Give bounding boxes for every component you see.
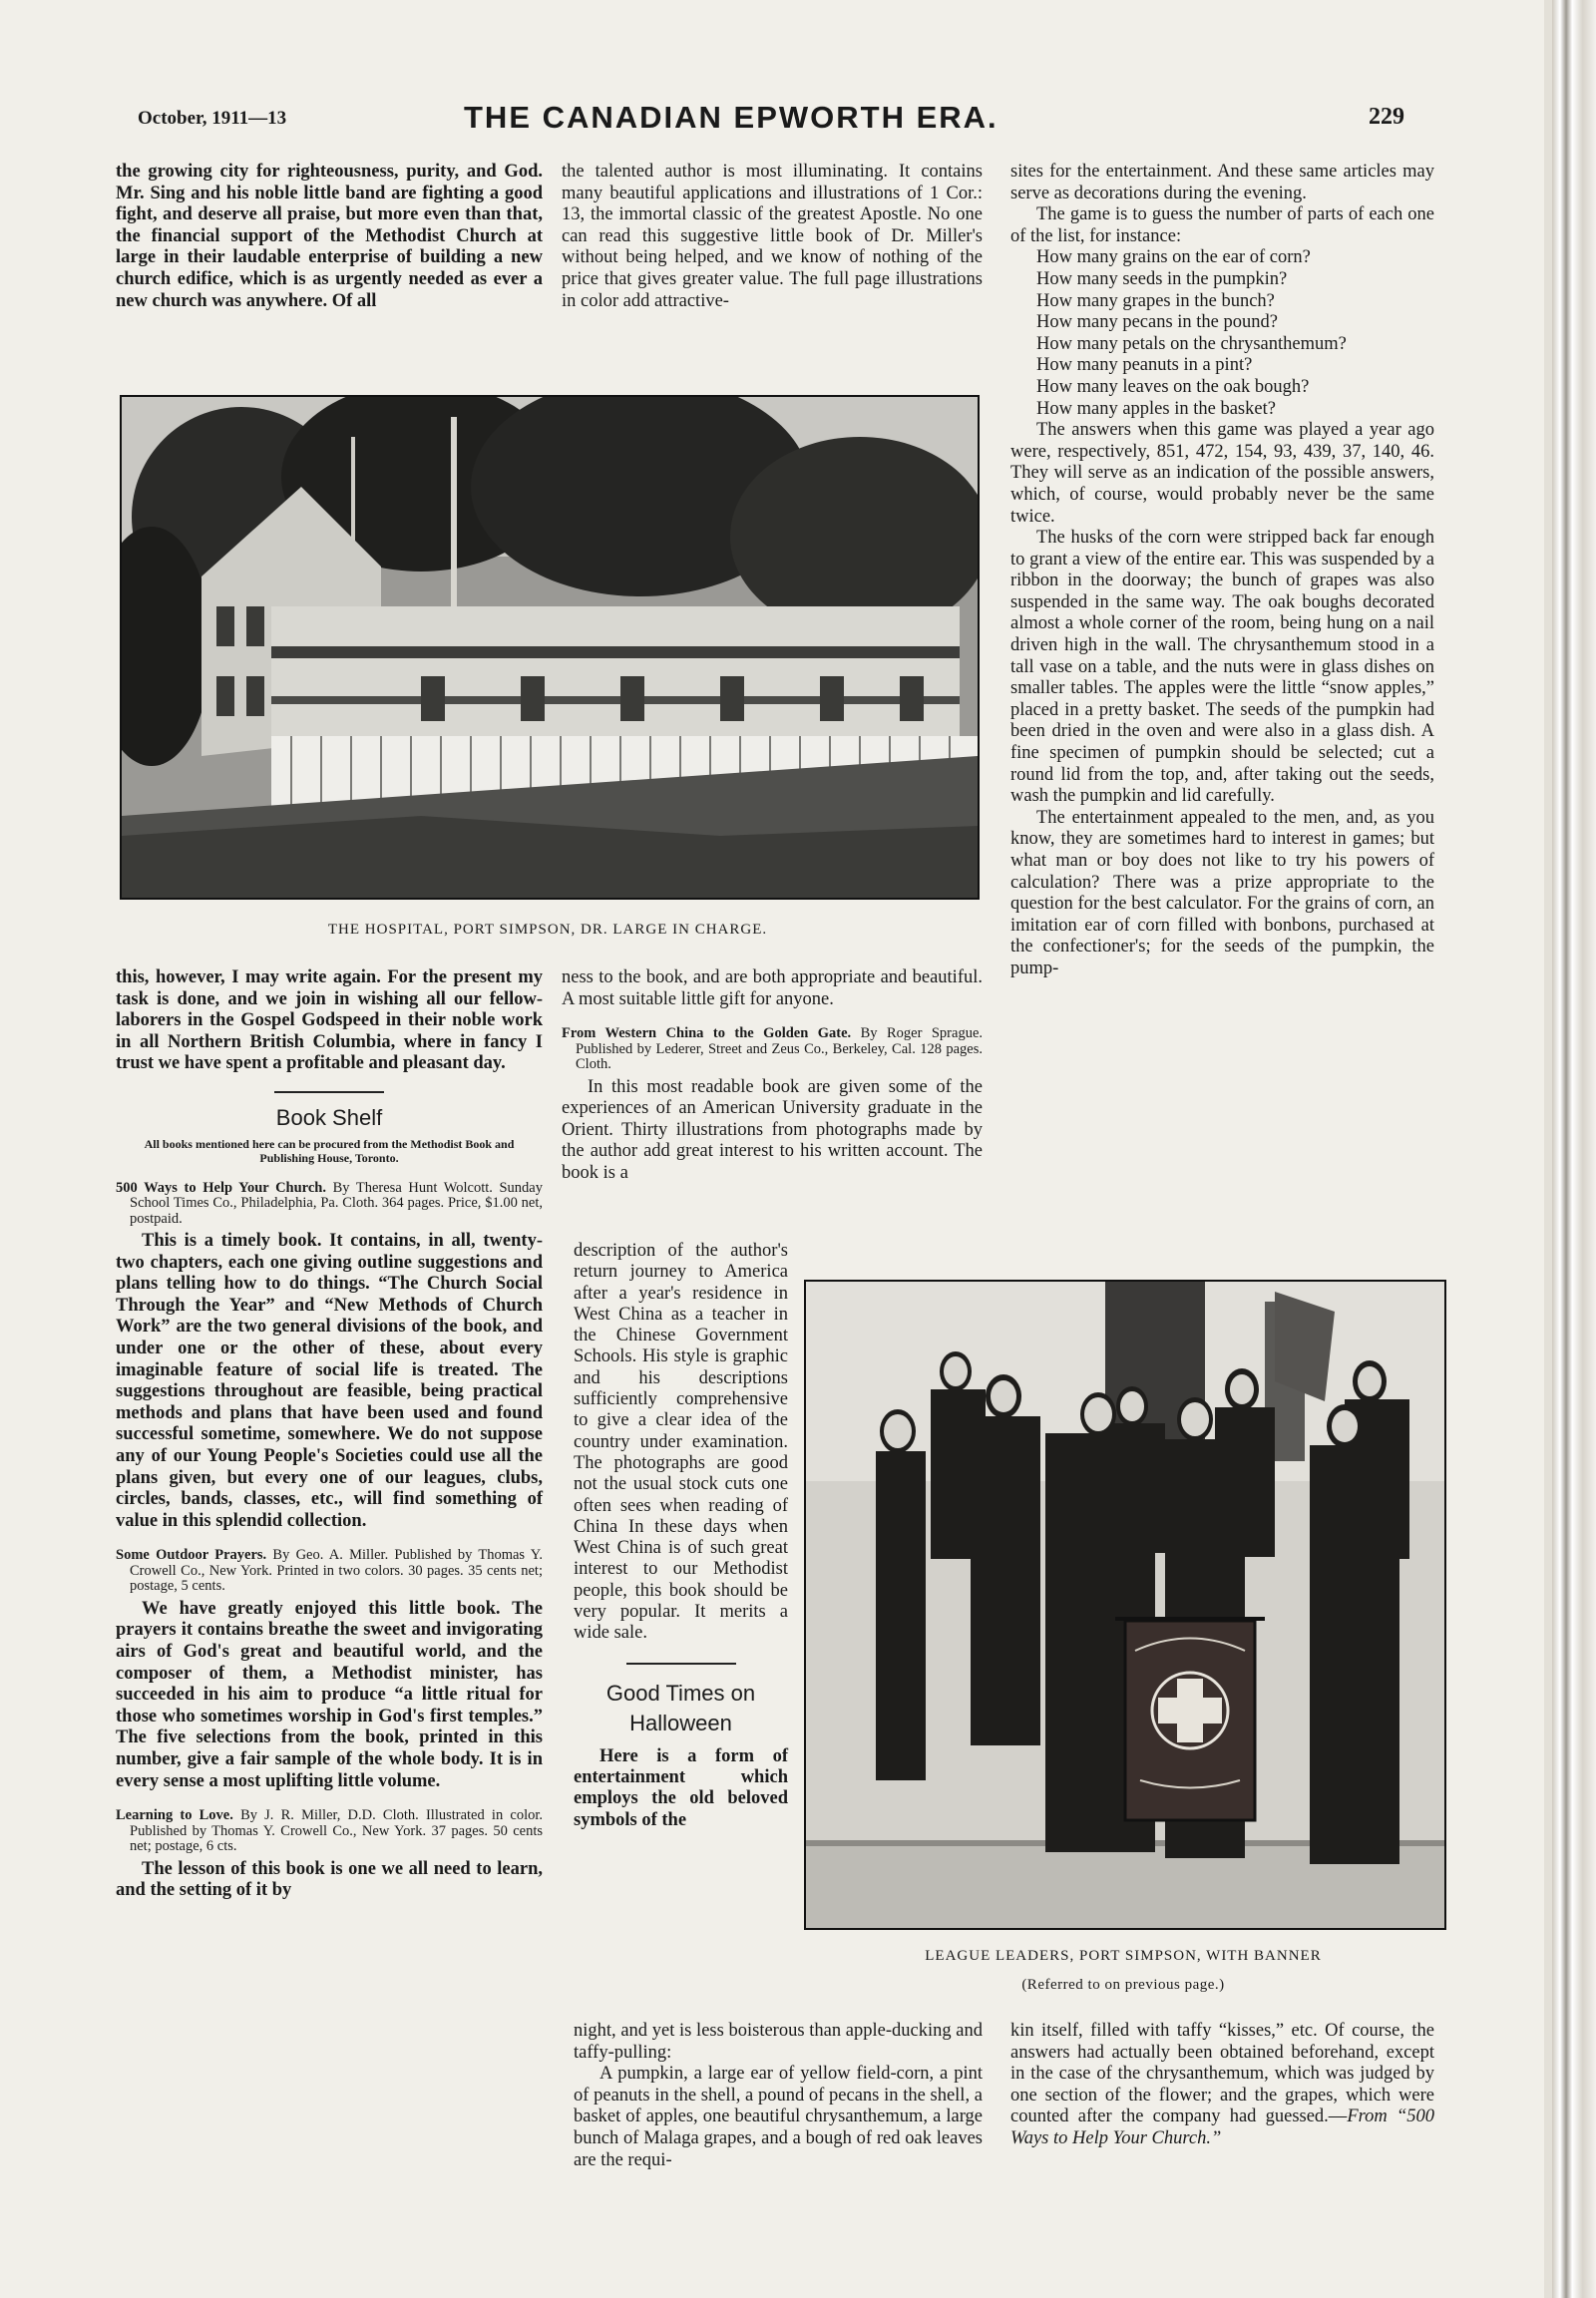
guess-question: How many apples in the basket? bbox=[1036, 398, 1276, 419]
book-listing-500-ways bbox=[116, 1181, 543, 1228]
page-number: 229 bbox=[1369, 104, 1404, 130]
halloween-paragraph: The husks of the corn were stripped back far enough to grant a view of the entire ear. This was suspended by a ribbon in the doorway; the bunch of grapes was also suspended in the same way. The oak boughs decorated almost a whole corner of the room, being hung on a nail driven high in the wall. The chrysanthemum stood in a tall vase on a table, and the nuts were in glass dishes on smaller tables. The apples were the little “snow apples,” placed in a pretty basket. The seeds of the pumpkin had been dried in the oven and were also in a glass dish. A fine specimen of pumpkin should be selected; cut a round lid from the top, and, after taking out the seeds, wash the pumpkin and lid carefully. bbox=[1010, 528, 1434, 807]
book-listing-outdoor-prayers bbox=[116, 1548, 543, 1595]
conclusion-text: kin itself, filled with taffy “kisses,” etc. Of course, the answers had actually been obtained beforehand, except in the case of the chrysanthemum, which was judged by one section of the flower; and the grapes, which were counted after the company had guessed.— bbox=[1010, 2021, 1434, 2127]
book-title: 500 Ways to Help Your Church. bbox=[116, 1179, 326, 1196]
book-review: In this most readable book are given some of the experiences of an American University graduate in the Orient. Thirty illustrations from photographs made by the author add great interest to his written account. The book is a bbox=[562, 1076, 983, 1184]
book-details: By Geo. A. Miller. Published by Thomas Y. Crowell Co., New York. Printed in two colors. 30 pages. 35 cents net; postage, 5 cents. bbox=[130, 1547, 544, 1595]
league-photo-subcaption: (Referred to on previous page.) bbox=[1021, 1977, 1225, 1993]
book-title: Some Outdoor Prayers. bbox=[116, 1547, 267, 1564]
guess-question: How many peanuts in a pint? bbox=[1036, 355, 1253, 376]
halloween-paragraph: The game is to guess the number of parts of each one of the list, for instance: bbox=[1010, 204, 1434, 246]
halloween-conclusion bbox=[1010, 2021, 1434, 2150]
hospital-photo-caption: THE HOSPITAL, PORT SIMPSON, DR. LARGE IN CHARGE. bbox=[327, 922, 768, 938]
book-details: By J. R. Miller, D.D. Cloth. Illustrated in color. Published by Thomas Y. Crowell Co., New York. 37 pages. 50 cents net; postage, 6 cts. bbox=[130, 1807, 543, 1855]
issue-date: October, 1911—13 bbox=[138, 108, 287, 129]
guess-question-list bbox=[1010, 247, 1434, 420]
column-1-top bbox=[116, 162, 543, 312]
column-3 bbox=[1010, 162, 1434, 980]
league-leaders-image bbox=[806, 1282, 1444, 1928]
section-divider bbox=[274, 1091, 384, 1093]
guess-question: How many seeds in the pumpkin? bbox=[1036, 268, 1288, 289]
page-edge bbox=[1544, 0, 1552, 2298]
column-1-bottom bbox=[116, 967, 543, 1902]
source-citation: From “500 Ways to Help Your Church.” bbox=[1010, 2106, 1434, 2148]
review-conclusion: ness to the book, and are both appropriate and beautiful. A most suitable little gift for anyone. bbox=[562, 967, 983, 1009]
halloween-paragraph: The entertainment appealed to the men, and, as you know, they are sometimes hard to interest in games; but what man or boy does not like to try his powers of calculation? There was a prize appropriate to the question for the best calculator. For the grains of corn, an imitation ear of corn filled with bonbons, purchased at the confectioner's; for the seeds of the pumpkin, the pump- bbox=[1010, 807, 1434, 978]
book-listing-learning-to-love bbox=[116, 1808, 543, 1855]
book-title: From Western China to the Golden Gate. bbox=[562, 1025, 852, 1042]
book-details: By Theresa Hunt Wolcott. Sunday School Times Co., Philadelphia, Pa. Cloth. 364 pages. Price, $1.00 net, postpaid. bbox=[130, 1179, 543, 1227]
epworth-banner bbox=[1115, 1619, 1265, 1820]
halloween-items: A pumpkin, a large ear of yellow field-corn, a pint of peanuts in the shell, a pound of pecans in the shell, a basket of apples, one beautiful chrysanthemum, a large bunch of Malaga grapes, and a bough of red oak leaves are the requi- bbox=[574, 2064, 983, 2170]
column-2-bottom bbox=[562, 967, 983, 1185]
article-conclusion: this, however, I may write again. For the present my task is done, and we join in wishing all our fellow-laborers in the Gospel Godspeed in their noble work in all Northern British Columbia, where in fancy I trust we have spent a profitable and pleasant day. bbox=[116, 967, 543, 1074]
halloween-intro-continued: night, and yet is less boisterous than apple-ducking and taffy-pulling: bbox=[574, 2021, 983, 2063]
book-shelf-heading: Book Shelf bbox=[275, 1104, 383, 1130]
review-continuation: the talented author is most illuminating. It contains many beautiful applications and illustrations of 1 Cor.: 13, the immortal classic of the greatest Apostle. No one can read this suggestive little book of Dr. Miller's without being helped, and we know of nothing of the price that gives greater value. The full page illustrations in color add attractive- bbox=[562, 162, 983, 311]
guess-question: How many pecans in the pound? bbox=[1036, 312, 1278, 333]
halloween-paragraph: The answers when this game was played a year ago were, respectively, 851, 472, 154, 93, 439, 37, 140, 46. They will serve as an indication of the possible answers, which, of course, would probably never be the same twice. bbox=[1010, 420, 1434, 527]
guess-question: How many leaves on the oak bough? bbox=[1036, 376, 1310, 397]
magazine-title: THE CANADIAN EPWORTH ERA. bbox=[464, 100, 998, 135]
halloween-paragraph: sites for the entertainment. And these same articles may serve as decorations during the evening. bbox=[1010, 162, 1434, 203]
league-leaders-photo bbox=[804, 1280, 1446, 1930]
book-review: We have greatly enjoyed this little book. The prayers it contains breathe the sweet and invigorating airs of God's great and beautiful world, and the composer of them, a Methodist minister, has succeeded in his aim to produce “a little ritual for those who sometimes worship in God's first temples.” The five selections from the book, printed in this number, give a fair sample of the whole body. It is in every sense a most uplifting little volume. bbox=[116, 1598, 543, 1791]
book-review: The lesson of this book is one we all need to learn, and the setting of it by bbox=[116, 1858, 543, 1901]
book-review: This is a timely book. It contains, in all, twenty-two chapters, each one giving outline suggestions and plans telling how to do things. “The Church Social Through the Year” and “New Methods of Church Work” are the two general divisions of the book, and under one or the other of these, about every imaginable feature of social life is treated. The suggestions throughout are feasible, being practical methods and plans that have been used and found successful sometime, somewhere. We do not suppose any of our Young People's Societies could use all the plans given, but every one of our leagues, clubs, circles, bands, classes, etc., will find something of value in this splendid collection. bbox=[116, 1231, 543, 1531]
column-3-lower bbox=[1010, 2021, 1434, 2150]
book-listing-western-china bbox=[562, 1026, 983, 1073]
halloween-intro: Here is a form of entertainment which employs the old beloved symbols of the bbox=[574, 1745, 788, 1830]
column-2-top bbox=[562, 162, 983, 312]
guess-question: How many grains on the ear of corn? bbox=[1036, 247, 1311, 268]
section-divider bbox=[626, 1663, 736, 1665]
guess-question: How many grapes in the bunch? bbox=[1036, 290, 1275, 311]
book-details: By Roger Sprague. Published by Lederer, Street and Zeus Co., Berkeley, Cal. 128 pages. Cloth. bbox=[576, 1025, 984, 1073]
column-2-narrow bbox=[574, 1241, 788, 1831]
halloween-heading: Good Times on Halloween bbox=[605, 1680, 756, 1735]
hospital-photo-image bbox=[122, 397, 978, 898]
article-continuation: the growing city for righteousness, purity, and God. Mr. Sing and his noble little band are fighting a good fight, and deserve all praise, but more even than that, the financial support of the Methodist Church at large in their laudable enterprise of building a new church edifice, which is as urgently needed as ever a new church was anywhere. Of all bbox=[116, 162, 543, 311]
page-header bbox=[0, 100, 1596, 140]
hospital-photo bbox=[120, 395, 980, 900]
book-title: Learning to Love. bbox=[116, 1807, 233, 1824]
column-2-lower bbox=[574, 2021, 983, 2171]
book-shelf-note: All books mentioned here can be procured from the Methodist Book and Publishing House, Toronto. bbox=[144, 1136, 515, 1165]
book-review-continued: description of the author's return journey to America after a year's residence in West China as a teacher in the Chinese Government Schools. His style is graphic and his descriptions sufficiently comprehensive to give a clear idea of the country under examination. The photographs are good not the usual stock cuts one often sees when reading of China In these days when West China is of such great interest to our Methodist people, this book should be very popular. It merits a wide sale. bbox=[574, 1241, 788, 1644]
book-binding bbox=[1552, 0, 1596, 2298]
league-photo-caption: LEAGUE LEADERS, PORT SIMPSON, WITH BANNER bbox=[925, 1948, 1322, 1964]
guess-question: How many petals on the chrysanthemum? bbox=[1036, 333, 1347, 354]
